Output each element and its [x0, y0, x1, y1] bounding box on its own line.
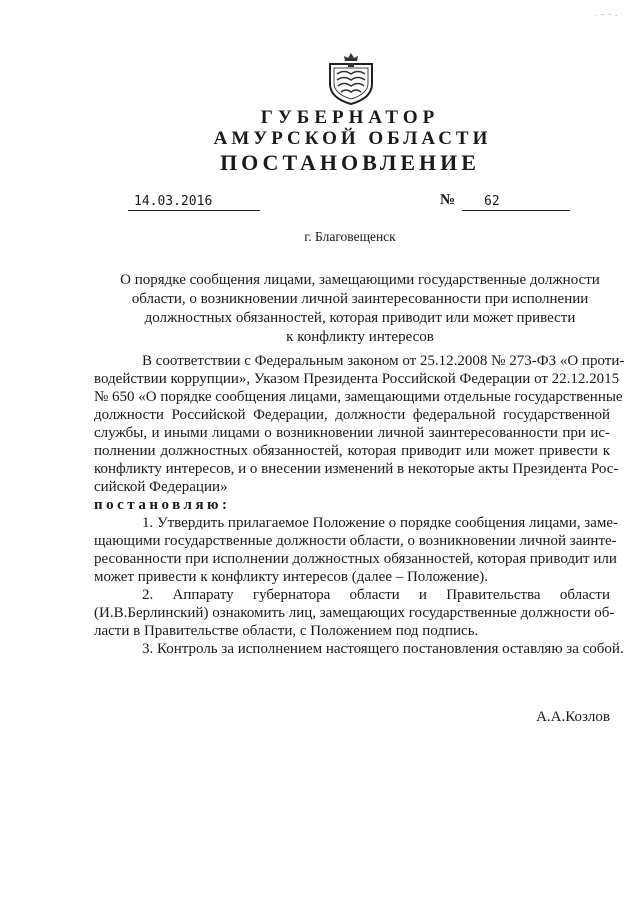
number-sign: №: [440, 192, 456, 208]
title-line: к конфликту интересов: [286, 329, 434, 345]
body-line: ресованности при исполнении должностных обязанностей, которая приводит или: [94, 551, 617, 567]
signer-name: А.А.Козлов: [536, 709, 610, 725]
body-line: сийской Федерации»: [94, 479, 228, 495]
body-line: щающими государственные должности области, о возникновении личной заинте-: [94, 533, 617, 549]
body-line: может привести к конфликту интересов (далее – Положение).: [94, 569, 488, 585]
decree-word: постановляю:: [94, 497, 231, 513]
org-name-line1: ГУБЕРНАТОР: [260, 107, 440, 128]
body-line: № 650 «О порядке сообщения лицами, замещающими отдельные государственные: [94, 389, 623, 405]
org-name-line2: АМУРСКОЙ ОБЛАСТИ: [213, 128, 492, 149]
body-line: ласти в Правительстве области, с Положением под подпись.: [94, 623, 479, 639]
body-line: (И.В.Берлинский) ознакомить лиц, замещающих государственные должности об-: [94, 605, 615, 621]
document-body: [94, 352, 625, 658]
title-line: области, о возникновении личной заинтересованности при исполнении: [131, 291, 589, 307]
body-line: конфликту интересов, и о внесении изменений в некоторые акты Президента Рос-: [94, 461, 619, 477]
document-title: [100, 271, 620, 347]
title-line: О порядке сообщения лицами, замещающими государственные должности: [120, 272, 600, 288]
body-line: должности Российской Федерации, должности федеральной государственной: [94, 407, 610, 423]
document-number: 62: [462, 194, 570, 211]
body-line: 2. Аппарату губернатора области и Правительства области: [142, 587, 610, 603]
corner-mark: . – – ,: [595, 10, 618, 18]
body-line: 3. Контроль за исполнением настоящего постановления оставляю за собой.: [142, 641, 624, 657]
body-line: водействии коррупции», Указом Президента Российской Федерации от 22.12.2015: [94, 371, 620, 387]
coat-of-arms-icon: [326, 50, 376, 106]
body-line: 1. Утвердить прилагаемое Положение о порядке сообщения лицами, заме-: [142, 515, 618, 531]
body-line: службы, и иными лицами о возникновении личной заинтересованности при ис-: [94, 425, 610, 441]
title-line: должностных обязанностей, которая приводит или может привести: [144, 310, 576, 326]
document-type: ПОСТАНОВЛЕНИЕ: [220, 150, 480, 175]
body-line: полнении должностных обязанностей, которая приводит или может привести к: [94, 443, 610, 459]
city-name: г. Благовещенск: [304, 229, 396, 244]
body-line: В соответствии с Федеральным законом от 25.12.2008 № 273-ФЗ «О проти-: [142, 353, 625, 369]
document-date: 14.03.2016: [128, 194, 260, 211]
